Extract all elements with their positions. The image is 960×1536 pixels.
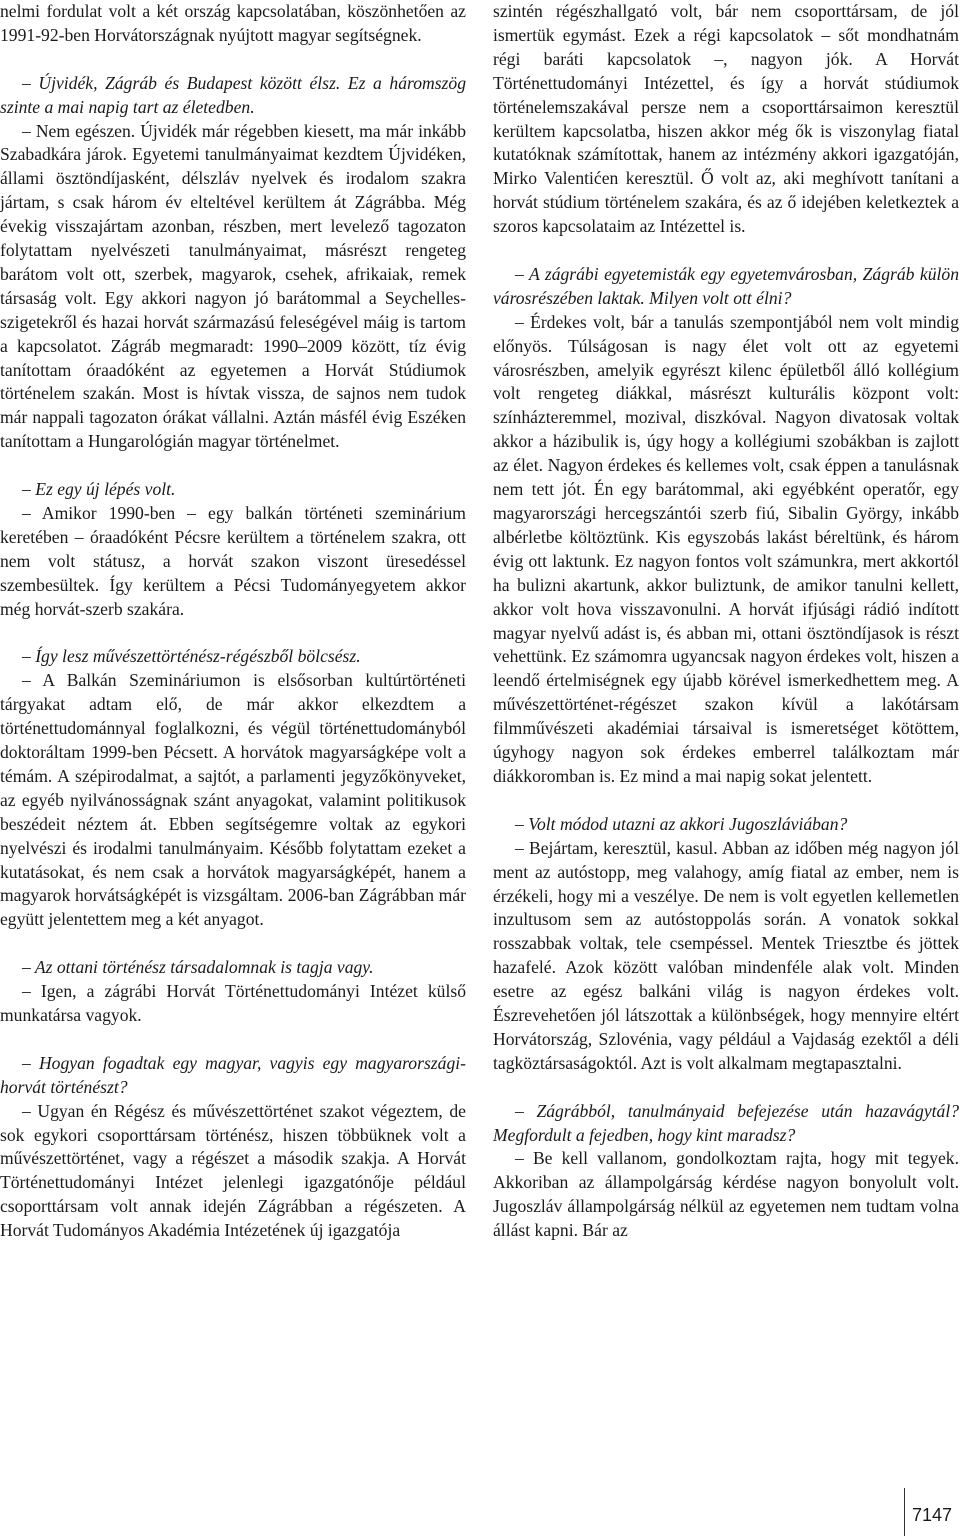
right-text-column [493, 0, 959, 1243]
interview-answer: – Érdekes volt, bár a tanulás szempontjából nem volt mindig előnyös. Túlságosan is nagy élet volt ott az egyetemi városrészben, amelyik egyrészt kilenc épületből álló kollégium volt rengeteg diákkal, másrészt kulturális központ volt: színházteremmel, mozival, diszkóval. Nagyon divatosak voltak akkor a házibulik is, úgy hogy a kollégiumi szobákban is zajlott az élet. Nagyon érdekes és kellemes volt, csak éppen a tanulásnak nem tett jót. Én egy barátommal, aki egyébként operatőr, egy magyarországi hercegszántói szerb fiú, Sibalin György, inkább albérletbe költöztünk. Kis egyszobás lakást béreltünk, és három évig ott laktunk. Ez nagyon fontos volt számunkra, mert akkortól ha bulizni akartunk, akkor buliztunk, de amikor tanulni kellett, akkor volt hova visszavonulni. A horvát ifjúsági rádió indított magyar nyelvű adást is, és abban mi, ottani ösztöndíjasok is részt vehettünk. Ez számomra ugyancsak nagyon érdekes volt, hiszen a leendő értelmiségnek egy újabb körével ismerkedhettem meg. A művészettörténet-régészet szakon kívül a lakótársam filmművészeti akadémiai társaival is ismeretséget kötöttem, úgyhogy nagyon sok érdekes emberrel találkoztam már diákkoromban is. Ez mind a mai napig sokat jelentett. [493, 311, 959, 786]
interview-answer: – Bejártam, keresztül, kasul. Abban az időben még nagyon jól ment az autóstopp, meg valahogy, amíg fiatal az ember, nem is érzékeli, hogy mi a veszélye. De nem is volt egyetlen kellemetlen inzultusom sem az autóstoppolás során. A vonatok sokkal rosszabbak voltak, tele csempéssel. Mentek Triesztbe és jöttek hazafelé. Azok között valóban mindenféle alak volt. Minden esetre az egész balkáni világ is nagyon érdekes volt. Észrevehetően jól látszottak a különbségek, hogy mennyire eltért Horvátország, Szlovénia, vagy például a Vajdaság ezektől a déli tagköztársaságoktól. Azt is volt alkalmam megtapasztalni. [493, 837, 959, 1073]
paragraph: nelmi fordulat volt a két ország kapcsolatában, köszönhetően az 1991-92-ben Horvátországnak nyújtott magyar segítségnek. [0, 1, 466, 45]
page-number-divider [904, 1488, 905, 1536]
interview-answer: – Be kell vallanom, gondolkoztam rajta, hogy mit tegyek. Akkoriban az állampolgárság kérdése nagyon bonyolult volt. Jugoszláv állampolgárság nélkül az egyetemen nem tudtam volna állást kapni. Bár az [493, 1148, 959, 1241]
interview-question: – Zágrábból, tanulmányaid befejezése után hazavágytál? Megfordult a fejedben, hogy kint maradsz? [493, 1100, 959, 1145]
interview-question: – Az ottani történész társadalomnak is tagja vagy. [22, 957, 374, 978]
interview-answer: – Ugyan én Régész és művészettörténet szakot végeztem, de sok egykori csoporttársam történész, hiszen többüknek volt a művészettörténet, vagy a régészet a második szakja. A Horvát Történettudományi Intézet jelenlegi igazgatónője például csoporttársam volt annak idején Zágrábban a régészeten. A Horvát Tudományos Akadémia Intézetének új igazgatója [0, 1100, 466, 1241]
interview-answer: – A Balkán Szemináriumon is elsősorban kultúrtörténeti tárgyakat adtam elő, de már akkor elkezdtem a történettudománnyal foglalkozni, és végül történettudományból doktoráltam 1999-ben Pécsett. A horvátok magyarságképe volt a témám. A szépirodalmat, a sajtót, a parlamenti jegyzőkönyveket, az egyéb nyilvánosságnak szánt anyagokat, valamint politikusok beszédeit néztem át. Ebben segítségemre voltak az egykori nyelvészi és irodalmi tanulmányaim. Később folytattam ezeket a kutatásokat, és nem csak a horvátok magyarságképét, hanem a magyarok horvátságképét is vizsgáltam. 2006-ban Zágrábban már együtt jelentettem meg a két anyagot. [0, 670, 466, 930]
interview-question: – Újvidék, Zágráb és Budapest között élsz. Ez a háromszög szinte a mai napig tart az életedben. [0, 72, 466, 117]
interview-question: – Volt módod utazni az akkori Jugoszláviában? [515, 813, 848, 834]
paragraph: szintén régészhallgató volt, bár nem csoporttársam, de jól ismertük egymást. Ezek a régi kapcsolatok – sőt mondhatnám régi baráti kapcsolatok –, nagyon jók. A Horvát Történettudományi Intézettel, és így a horvát stúdiumok történelemszakával persze nem a csoporttársaimon keresztül kerültem kapcsolatba, hiszen akkor még ők is viszonylag fiatal kutatóknak számítottak, hanem az intézmény akkori igazgatóján, Mirko Valentićen keresztül. Ő volt az, aki meghívott tanítani a horvát stúdium történelem szakára, és az ő idejében keletkeztek a szoros kapcsolataim az Intézettel is. [493, 1, 959, 237]
interview-answer: – Amikor 1990-ben – egy balkán történeti szeminárium keretében – óraadóként Pécsre kerültem a történelem szakra, ott nem volt státusz, a horvát szakon viszont üresedéssel szembesültek. Így kerültem a Pécsi Tudományegyetem akkor még horvát-szerb szakára. [0, 503, 466, 619]
page-number: 7147 [912, 1505, 953, 1525]
left-text-column [0, 0, 466, 1243]
interview-question: – Ez egy új lépés volt. [22, 479, 176, 500]
interview-question: – A zágrábi egyetemisták egy egyetemvárosban, Zágráb külön városrészében laktak. Milyen volt ott élni? [493, 263, 959, 308]
interview-answer: – Igen, a zágrábi Horvát Történettudományi Intézet külső munkatársa vagyok. [0, 981, 466, 1025]
interview-question: – Hogyan fogadtak egy magyar, vagyis egy magyarországi-horvát történészt? [0, 1052, 466, 1097]
interview-question: – Így lesz művészettörténész-régészből bölcsész. [22, 646, 361, 667]
interview-answer: – Nem egészen. Újvidék már régebben kiesett, ma már inkább Szabadkára járok. Egyetemi tanulmányaimat kezdtem Újvidéken, állami ösztöndíjasként, délszláv nyelvek és irodalom szakra jártam, s csak három év elteltével kerültem át Zágrábba. Még évekig visszajártam azonban, részben, mert levelező tagozaton folytattam nyelvészeti tanulmányaimat, másrészt rengeteg barátom volt ott, szerbek, magyarok, csehek, afrikaiak, remek társaság volt. Egy akkori nagyon jó barátommal a Seychelles-szigetekről és hazai horvát származású feleségével máig is tartom a kapcsolatot. Zágráb megmaradt: 1990–2009 között, tíz évig tanítottam óraadóként az egyetemen a Horvát Stúdiumok történelem szakán. Most is hívtak vissza, de sajnos nem tudok már nappali tagozaton órákat vállalni. Aztán másfél évig Eszéken tanítottam a Hungarológián magyar történelmet. [0, 120, 466, 452]
